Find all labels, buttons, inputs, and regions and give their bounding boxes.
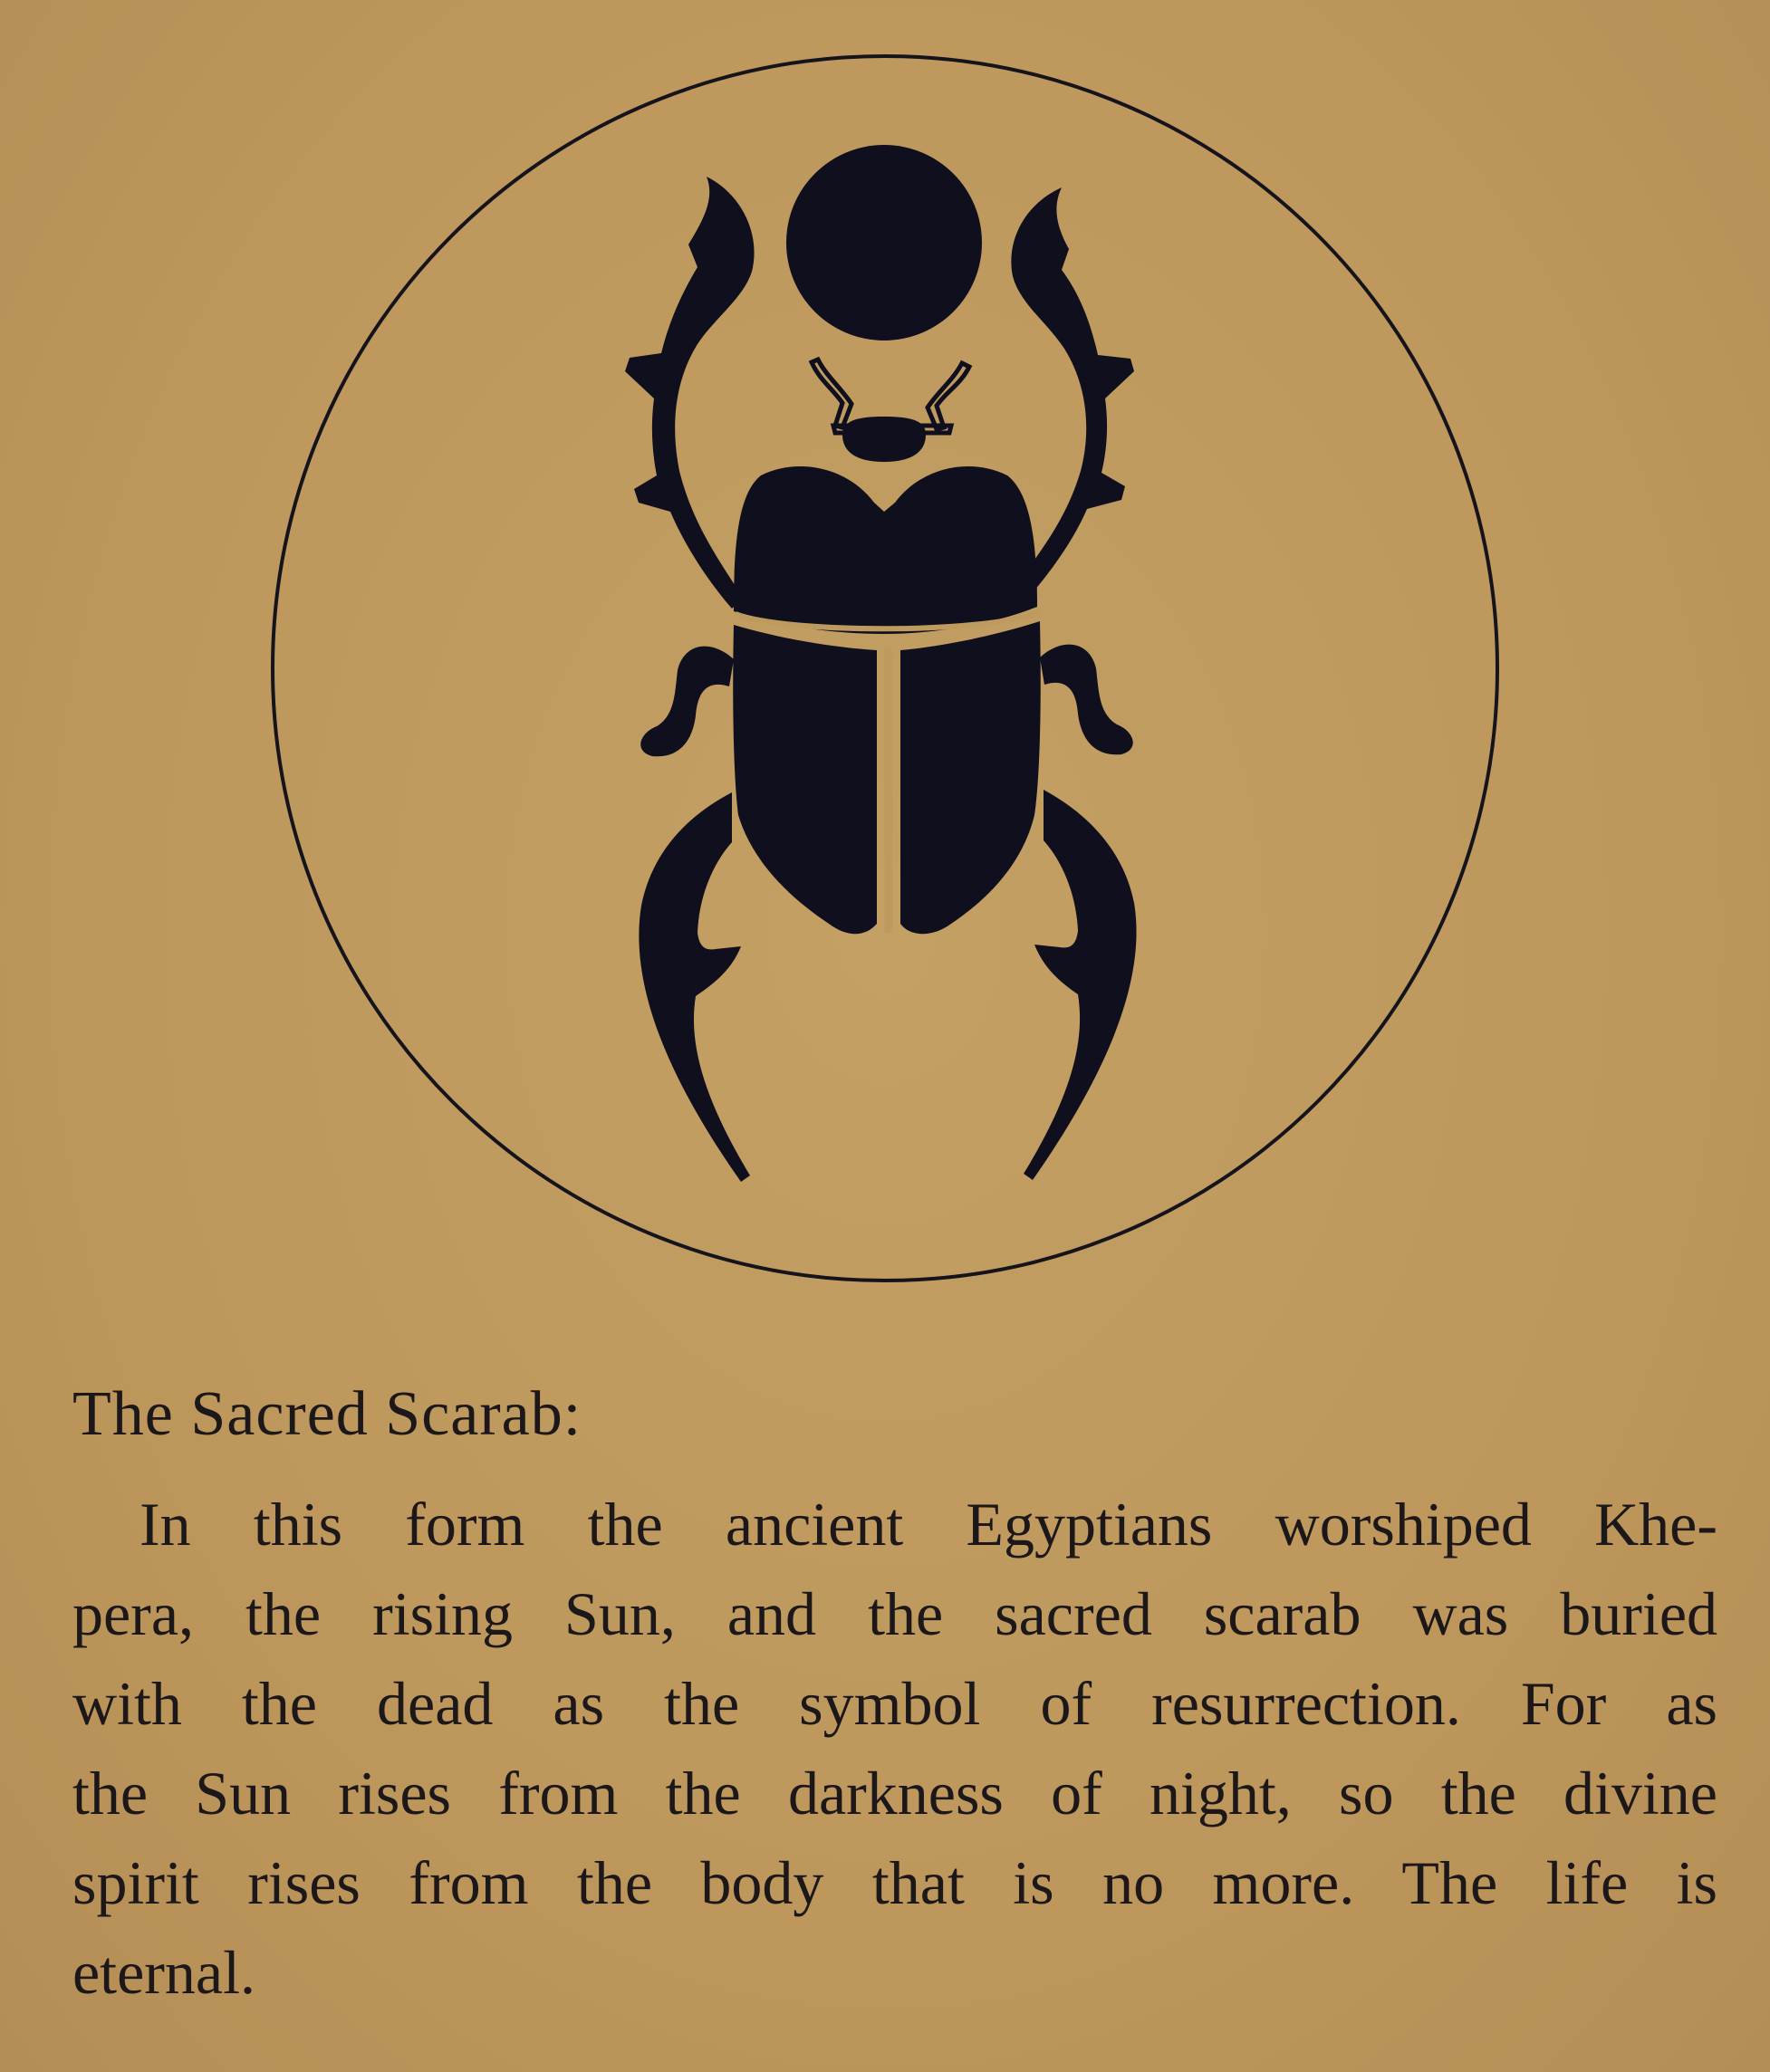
scarab-thorax-icon	[734, 466, 1037, 634]
scarab-right-hind-leg-icon	[1024, 790, 1137, 1180]
caption-line: pera, the rising Sun, and the sacred scarab was buried	[72, 1579, 1717, 1648]
caption-line: the Sun rises from the darkness of night, so the divine	[72, 1759, 1717, 1827]
sun-disc-icon	[786, 145, 982, 341]
caption-line: with the dead as the symbol of resurrection. For as	[72, 1669, 1717, 1738]
caption-line: spirit rises from the body that is no more. The life is	[72, 1848, 1717, 1917]
caption-line: In this form the ancient Egyptians worshiped Khe-	[139, 1490, 1717, 1559]
caption-title: The Sacred Scarab:	[72, 1379, 582, 1449]
scarab-head-icon	[842, 417, 926, 462]
scarab-figure	[625, 145, 1137, 1182]
scarab-left-front-leg-icon	[625, 177, 755, 609]
scarab-right-wing-case-icon	[900, 621, 1041, 934]
scarab-right-middle-leg-icon	[1040, 645, 1133, 755]
scarab-left-hind-leg-icon	[639, 792, 750, 1182]
caption-line: eternal.	[72, 1938, 255, 2007]
caption-body	[72, 1480, 1717, 2018]
scarab-left-middle-leg-icon	[640, 647, 734, 757]
scarab-left-wing-case-icon	[733, 625, 877, 934]
